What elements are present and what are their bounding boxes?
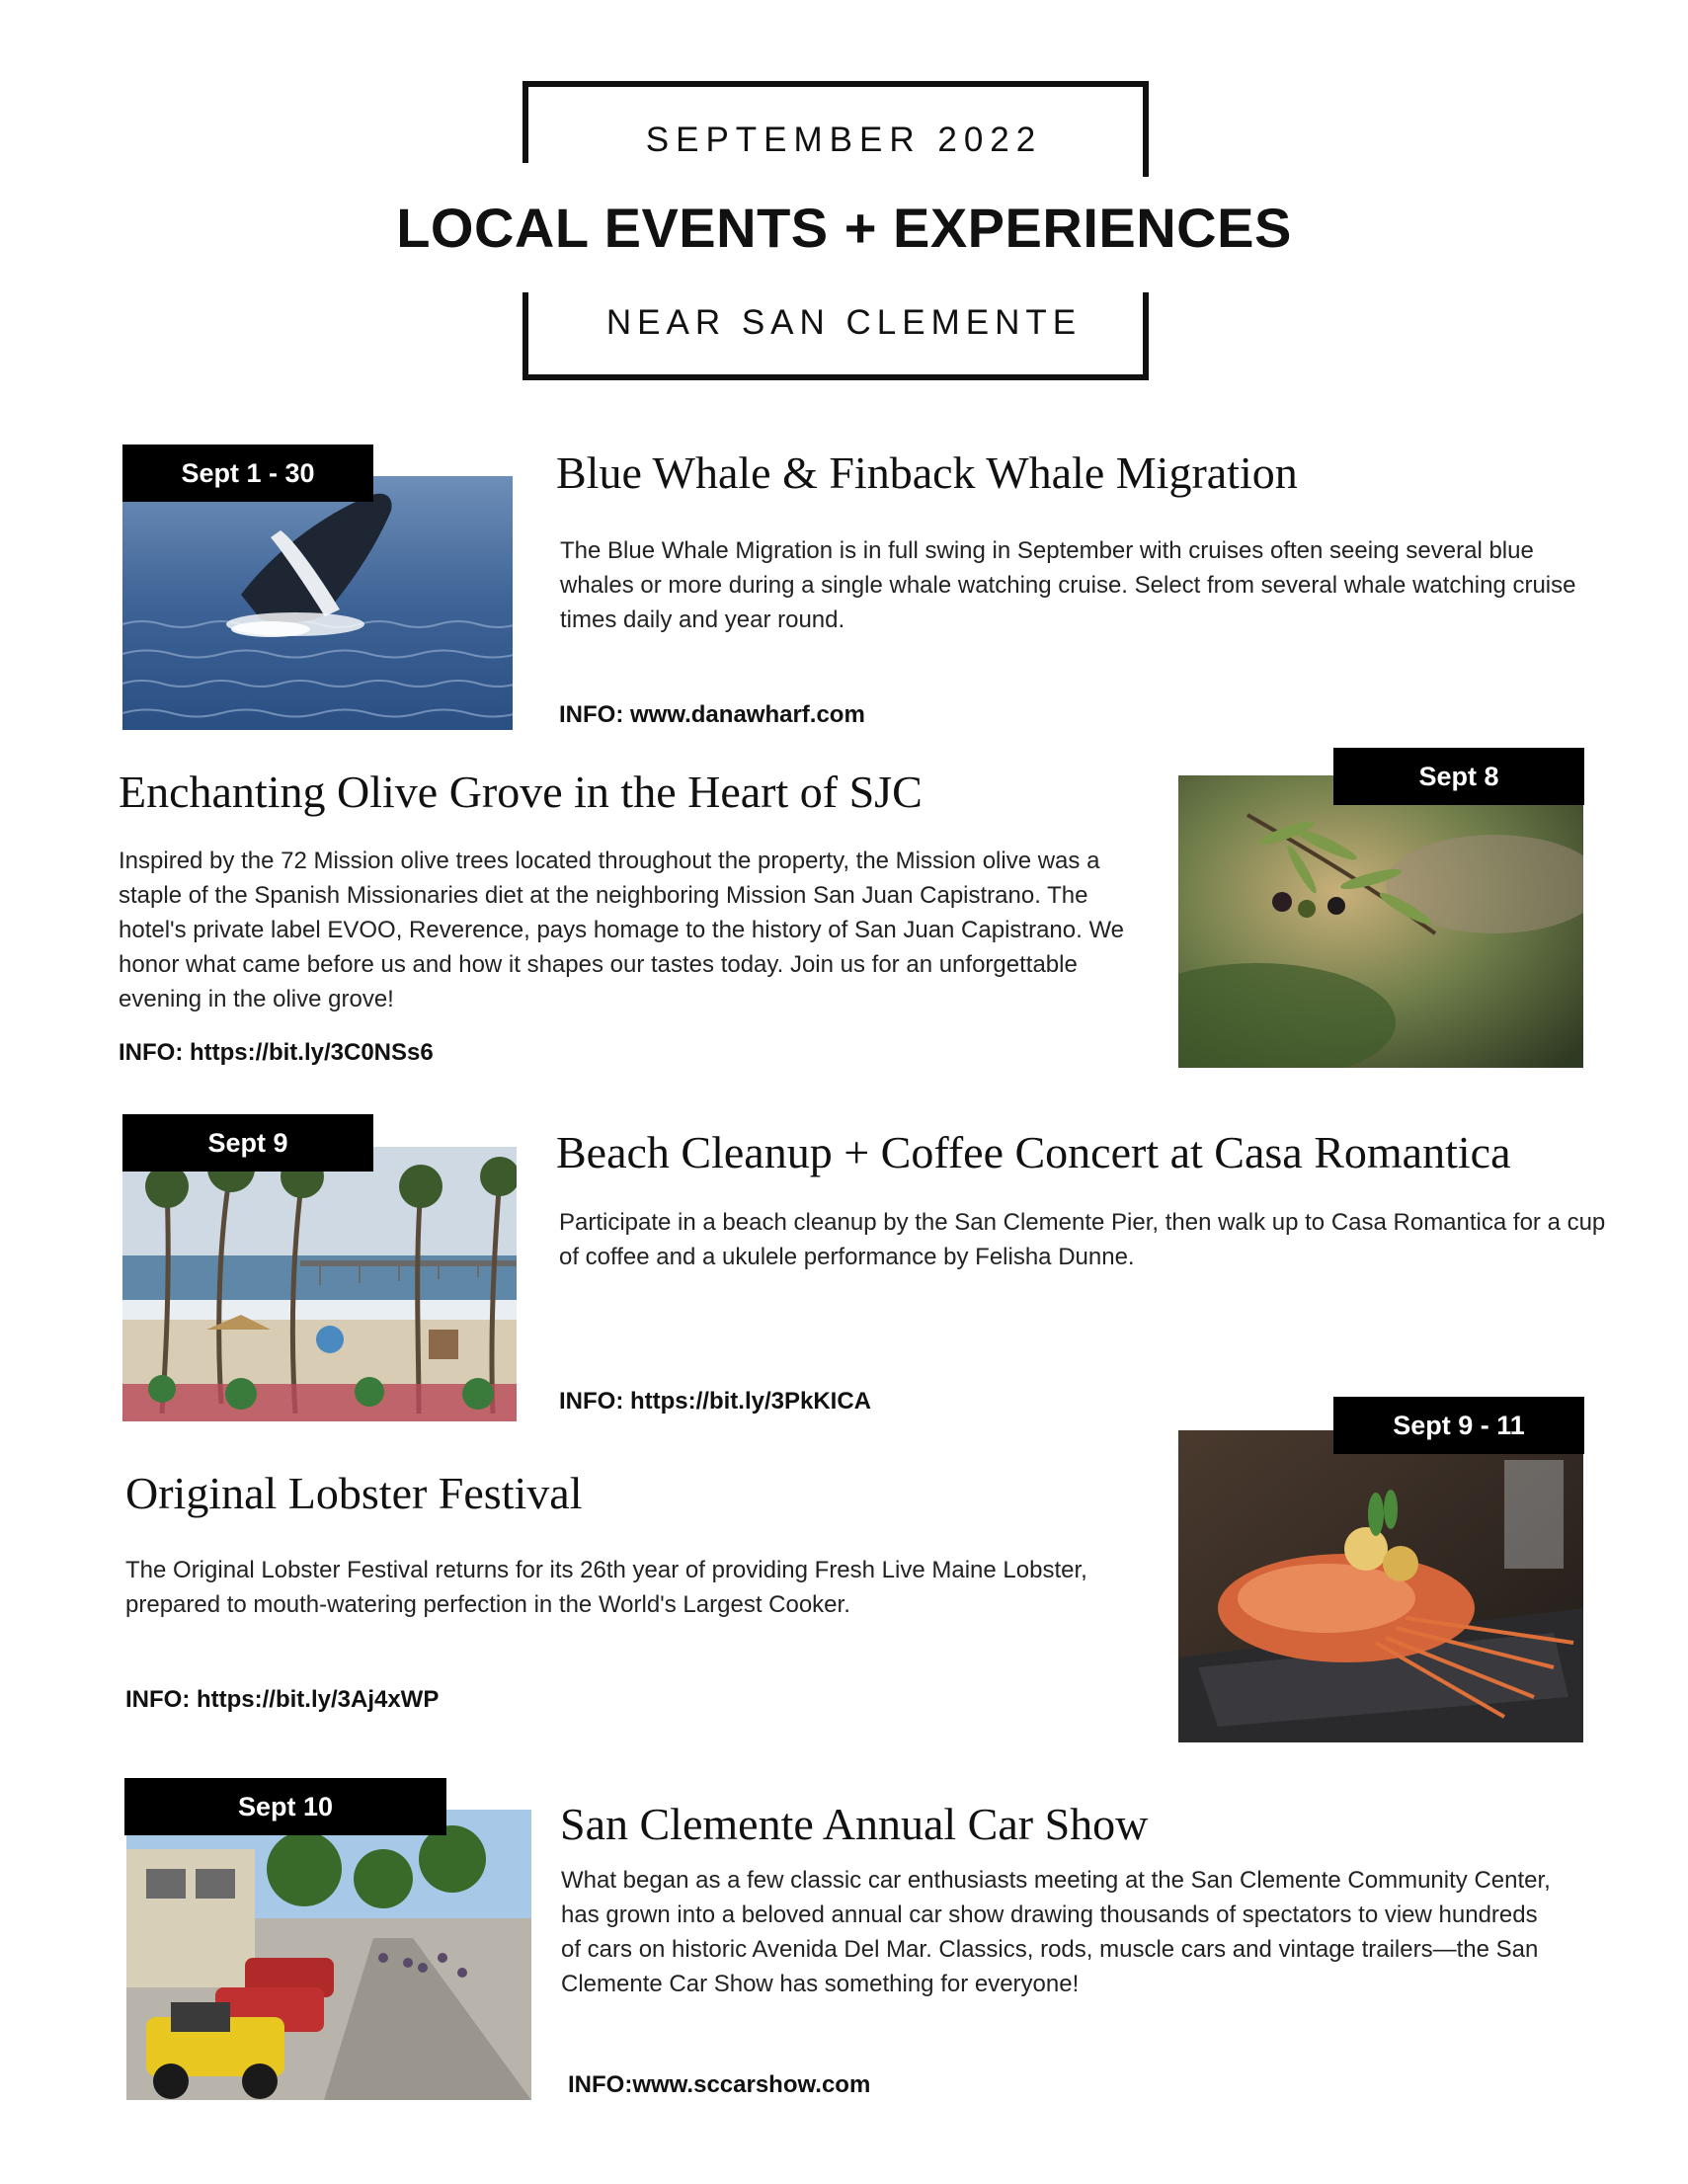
event-title: San Clemente Annual Car Show xyxy=(560,1799,1149,1849)
event-date-badge: Sept 9 - 11 xyxy=(1333,1397,1584,1454)
event-date-badge: Sept 9 xyxy=(122,1114,373,1172)
beach-pier-photo xyxy=(122,1147,517,1421)
event-info-link[interactable]: INFO: www.danawharf.com xyxy=(559,701,865,728)
event-info-link[interactable]: INFO:www.sccarshow.com xyxy=(568,2071,871,2098)
header-subtitle: NEAR SAN CLEMENTE xyxy=(605,303,1083,342)
lobster-dish-photo xyxy=(1178,1430,1583,1742)
page-title: LOCAL EVENTS + EXPERIENCES xyxy=(396,197,1292,259)
event-description: What began as a few classic car enthusiasts meeting at the San Clemente Community Center, has grown into a beloved annual car show drawing thousands of spectators to view hundreds of cars on historic Avenida Del Mar. Classics, rods, muscle cars and vintage trailers—the San Clemente Car Show has something for everyone! xyxy=(561,1867,1551,1997)
event-title: Original Lobster Festival xyxy=(125,1468,583,1518)
whale-breaching-photo xyxy=(122,476,513,730)
event-description: The Original Lobster Festival returns for its 26th year of providing Fresh Live Maine Lobster, prepared to mouth-watering perfection in the World's Largest Cooker. xyxy=(125,1557,1087,1618)
event-info-link[interactable]: INFO: https://bit.ly/3C0NSs6 xyxy=(119,1039,434,1066)
car-show-street-photo xyxy=(126,1810,531,2100)
olive-branch-photo xyxy=(1178,775,1583,1068)
header-month: SEPTEMBER 2022 xyxy=(645,121,1043,159)
event-date-badge: Sept 8 xyxy=(1333,748,1584,805)
event-title: Blue Whale & Finback Whale Migration xyxy=(556,447,1298,498)
event-date-badge: Sept 10 xyxy=(124,1778,446,1835)
event-title: Enchanting Olive Grove in the Heart of SJC xyxy=(119,767,923,817)
event-description: Inspired by the 72 Mission olive trees located throughout the property, the Mission olive was a staple of the Spanish Missionaries diet at the neighboring Mission San Juan Capistrano. The hotel's private label EVOO, Reverence, pays homage to the history of San Juan Capistrano. We honor what came before us and how it shapes our tastes today. Join us for an unforgettable evening in the olive grove! xyxy=(119,848,1125,1012)
event-title: Beach Cleanup + Coffee Concert at Casa Romantica xyxy=(556,1127,1511,1177)
event-description: The Blue Whale Migration is in full swing in September with cruises often seeing several blue whales or more during a single whale watching cruise. Select from several whale watching cruise times daily and year round. xyxy=(560,537,1576,633)
event-info-link[interactable]: INFO: https://bit.ly/3Aj4xWP xyxy=(125,1686,440,1713)
event-info-link[interactable]: INFO: https://bit.ly/3PkKICA xyxy=(559,1388,872,1415)
event-date-badge: Sept 1 - 30 xyxy=(122,445,373,502)
frame-top-bar xyxy=(522,81,1149,87)
event-description: Participate in a beach cleanup by the San Clemente Pier, then walk up to Casa Romantica for a cup of coffee and a ukulele performance by Felisha Dunne. xyxy=(559,1209,1606,1270)
frame-bottom-bar xyxy=(522,374,1149,380)
